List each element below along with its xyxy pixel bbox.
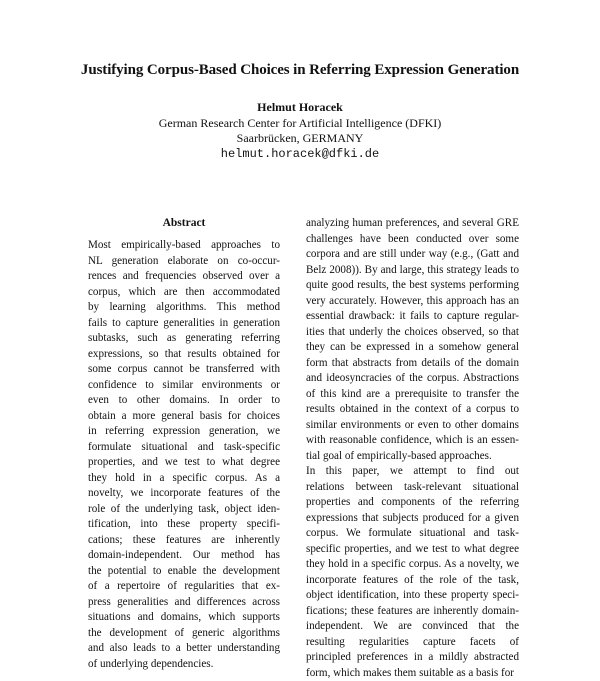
text-line: properties, and we test to what degree [88,455,280,471]
text-line: of underlying dependencies. [88,657,280,673]
text-line: of this kind are a prerequisite to transfer the [306,387,519,403]
text-line: results obtained in the context of a corpus to [306,402,519,418]
author-affiliation: German Research Center for Artificial Intelligence (DFKI) [0,116,600,132]
text-line: novelty, we incorporate features of the [88,486,280,502]
paper-title: Justifying Corpus-Based Choices in Referring Expression Generation [0,62,600,79]
text-line: cations; these features are inherently [88,533,280,549]
text-line: very accurately. However, this approach has an [306,294,519,310]
text-line: ities that underly the choices observed, so that [306,325,519,341]
text-line: corpus, which are then accommodated [88,285,280,301]
text-line: corpora and are still under way (e.g., (Gatt and [306,247,519,263]
text-line: confidence to similar environments or [88,378,280,394]
text-line: Most empirically-based approaches to [88,238,280,254]
text-line: principled preferences in a mildly abstracted [306,650,519,666]
text-line: object identification, into these property speci- [306,588,519,604]
author-block [0,100,600,162]
author-name: Helmut Horacek [0,100,600,116]
text-line: Belz 2008)). By and large, this strategy leads to [306,263,519,279]
text-line: properties and components of the referring [306,495,519,511]
text-line: analyzing human preferences, and several GRE [306,216,519,232]
text-line: they hold in a specific corpus. As a [88,471,280,487]
text-line: some corpus cannot be transferred with [88,362,280,378]
text-line: they can be expressed in a somehow general [306,340,519,356]
text-line: quite good results, the best systems performing [306,278,519,294]
text-line: resulting regularities capture facets of [306,635,519,651]
text-line: role of the underlying task, object iden- [88,502,280,518]
text-line: tification, into these property specifi- [88,517,280,533]
author-email: helmut.horacek@dfki.de [0,147,600,163]
text-line: specific properties, and we test to what degree [306,542,519,558]
text-line: similar environments or even to other domains [306,418,519,434]
text-line: press generalities and differences across [88,595,280,611]
text-line: in referring expression generation, we [88,424,280,440]
text-line: expressions that subjects produced for a given [306,511,519,527]
text-line: even to other domains. In order to [88,393,280,409]
text-line: they hold in a specific corpus. As a novelty, we [306,557,519,573]
text-line: fails to capture generalities in generation [88,316,280,332]
author-location: Saarbrücken, GERMANY [0,131,600,147]
right-column [306,216,519,681]
text-line: NL generation elaborate on co-occur- [88,254,280,270]
text-line: and ideosyncracies of the corpus. Abstractions [306,371,519,387]
text-line: expressions, so that results obtained for [88,347,280,363]
text-line: and also leads to a better understanding [88,641,280,657]
text-line: independent. We are convinced that the [306,619,519,635]
text-line: In this paper, we attempt to find out [306,464,519,480]
text-line: essential drawback: it fails to capture regular- [306,309,519,325]
text-line: corpus. We formulate situational and task- [306,526,519,542]
text-line: by learning algorithms. This method [88,300,280,316]
text-line: challenges have been conducted over some [306,232,519,248]
text-line: tial goal of empirically-based approaches. [306,449,519,465]
text-line: subtasks, such as generating referring [88,331,280,347]
abstract-heading: Abstract [88,216,280,231]
text-line: the development of generic algorithms [88,626,280,642]
left-column [88,216,280,672]
text-line: fications; these features are inherently domain- [306,604,519,620]
text-line: obtain a more general basis for choices [88,409,280,425]
text-line: the potential to enable the development [88,564,280,580]
text-line: with reasonable confidence, which is an essen- [306,433,519,449]
abstract-body [88,238,280,672]
text-line: form that abstracts from details of the domain [306,356,519,372]
body-text [306,216,519,681]
text-line: incorporate features of the role of the task, [306,573,519,589]
text-line: situations and domains, which supports [88,610,280,626]
text-line: form, which makes them suitable as a basis for [306,666,519,681]
text-line: of a repertoire of regularities that ex- [88,579,280,595]
text-line: domain-independent. Our method has [88,548,280,564]
text-line: relations between task-relevant situational [306,480,519,496]
text-line: rences and frequencies observed over a [88,269,280,285]
text-line: formulate situational and task-specific [88,440,280,456]
